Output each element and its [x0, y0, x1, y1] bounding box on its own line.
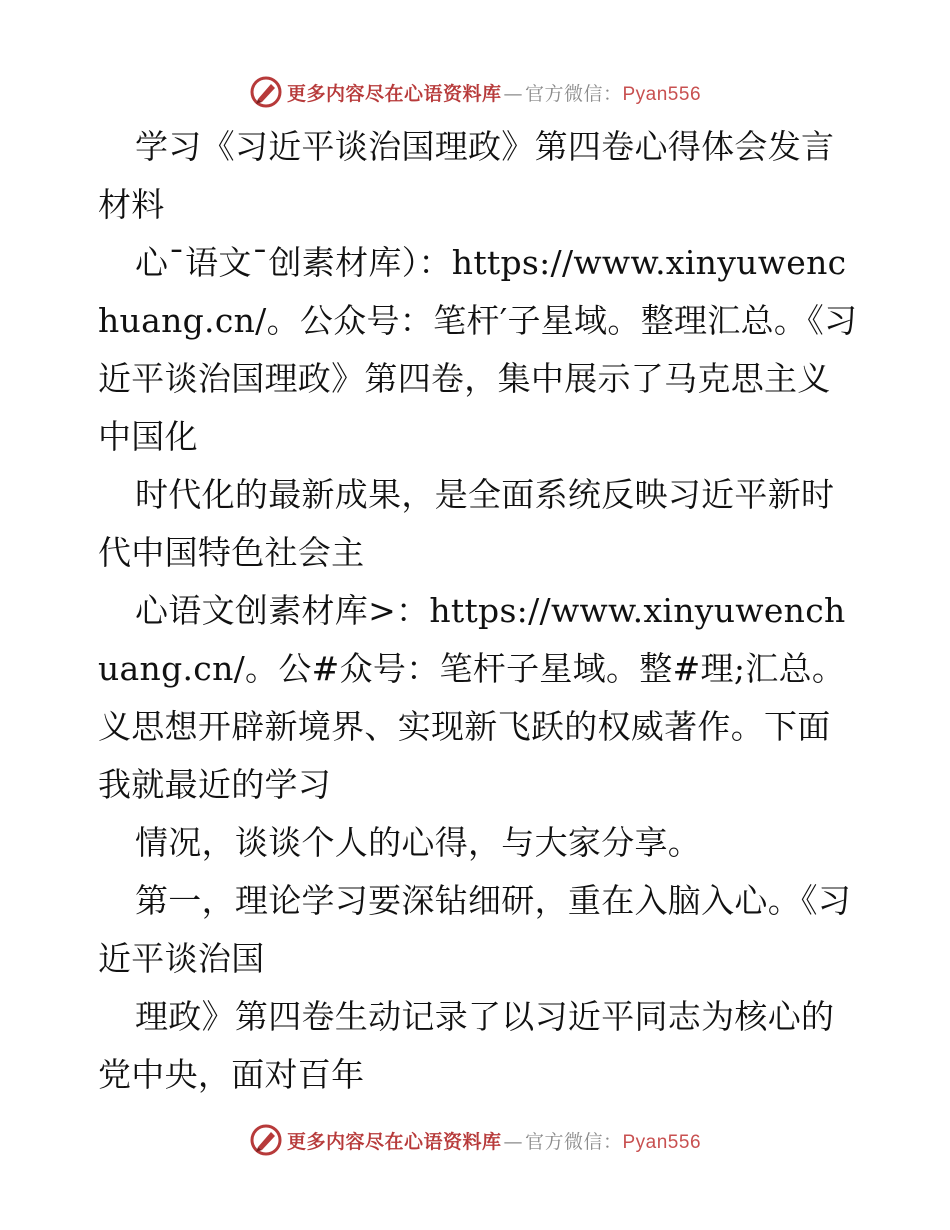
pen-logo-icon [249, 1123, 283, 1157]
document-body [98, 118, 858, 1104]
footer-banner-separator: — [503, 1130, 523, 1153]
pen-logo-icon [249, 75, 283, 109]
footer-banner-wechat-id: Pyan556 [622, 1131, 702, 1153]
banner-separator: — [503, 82, 523, 105]
header-banner [0, 72, 950, 112]
paragraph-source-note-1: 心¯语文¯创素材库）：https://www.xinyuwenchuang.cn/。公众号：笔杆′子星域。整理汇总。《习近平谈治国理政》第四卷，集中展示了马克思主义中国化 [98, 243, 858, 456]
footer-banner-wechat-label: 官方微信： [524, 1130, 623, 1153]
paragraph-title: 学习《习近平谈治国理政》第四卷心得体会发言材料 [98, 127, 835, 224]
banner-wechat-label: 官方微信： [524, 82, 623, 105]
paragraph-point-one: 第一，理论学习要深钻细研，重在入脑入心。《习近平谈治国 [98, 881, 852, 978]
banner-wechat-id: Pyan556 [622, 83, 702, 105]
footer-banner [0, 1120, 950, 1160]
paragraph-source-note-2: 心语文创素材库>：https://www.xinyuwenchuang.cn/。公#众号：笔杆子星域。整#理;汇总。义思想开辟新境界、实现新飞跃的权威著作。下面我就最近的学习 [98, 591, 846, 804]
banner-title: 更多内容尽在心语资料库 [286, 82, 502, 105]
paragraph-continuation-1: 时代化的最新成果，是全面系统反映习近平新时代中国特色社会主 [98, 475, 835, 572]
footer-banner-title: 更多内容尽在心语资料库 [286, 1130, 502, 1153]
paragraph-continuation-2: 情况，谈谈个人的心得，与大家分享。 [135, 823, 702, 862]
paragraph-continuation-3: 理政》第四卷生动记录了以习近平同志为核心的党中央，面对百年 [98, 997, 835, 1094]
